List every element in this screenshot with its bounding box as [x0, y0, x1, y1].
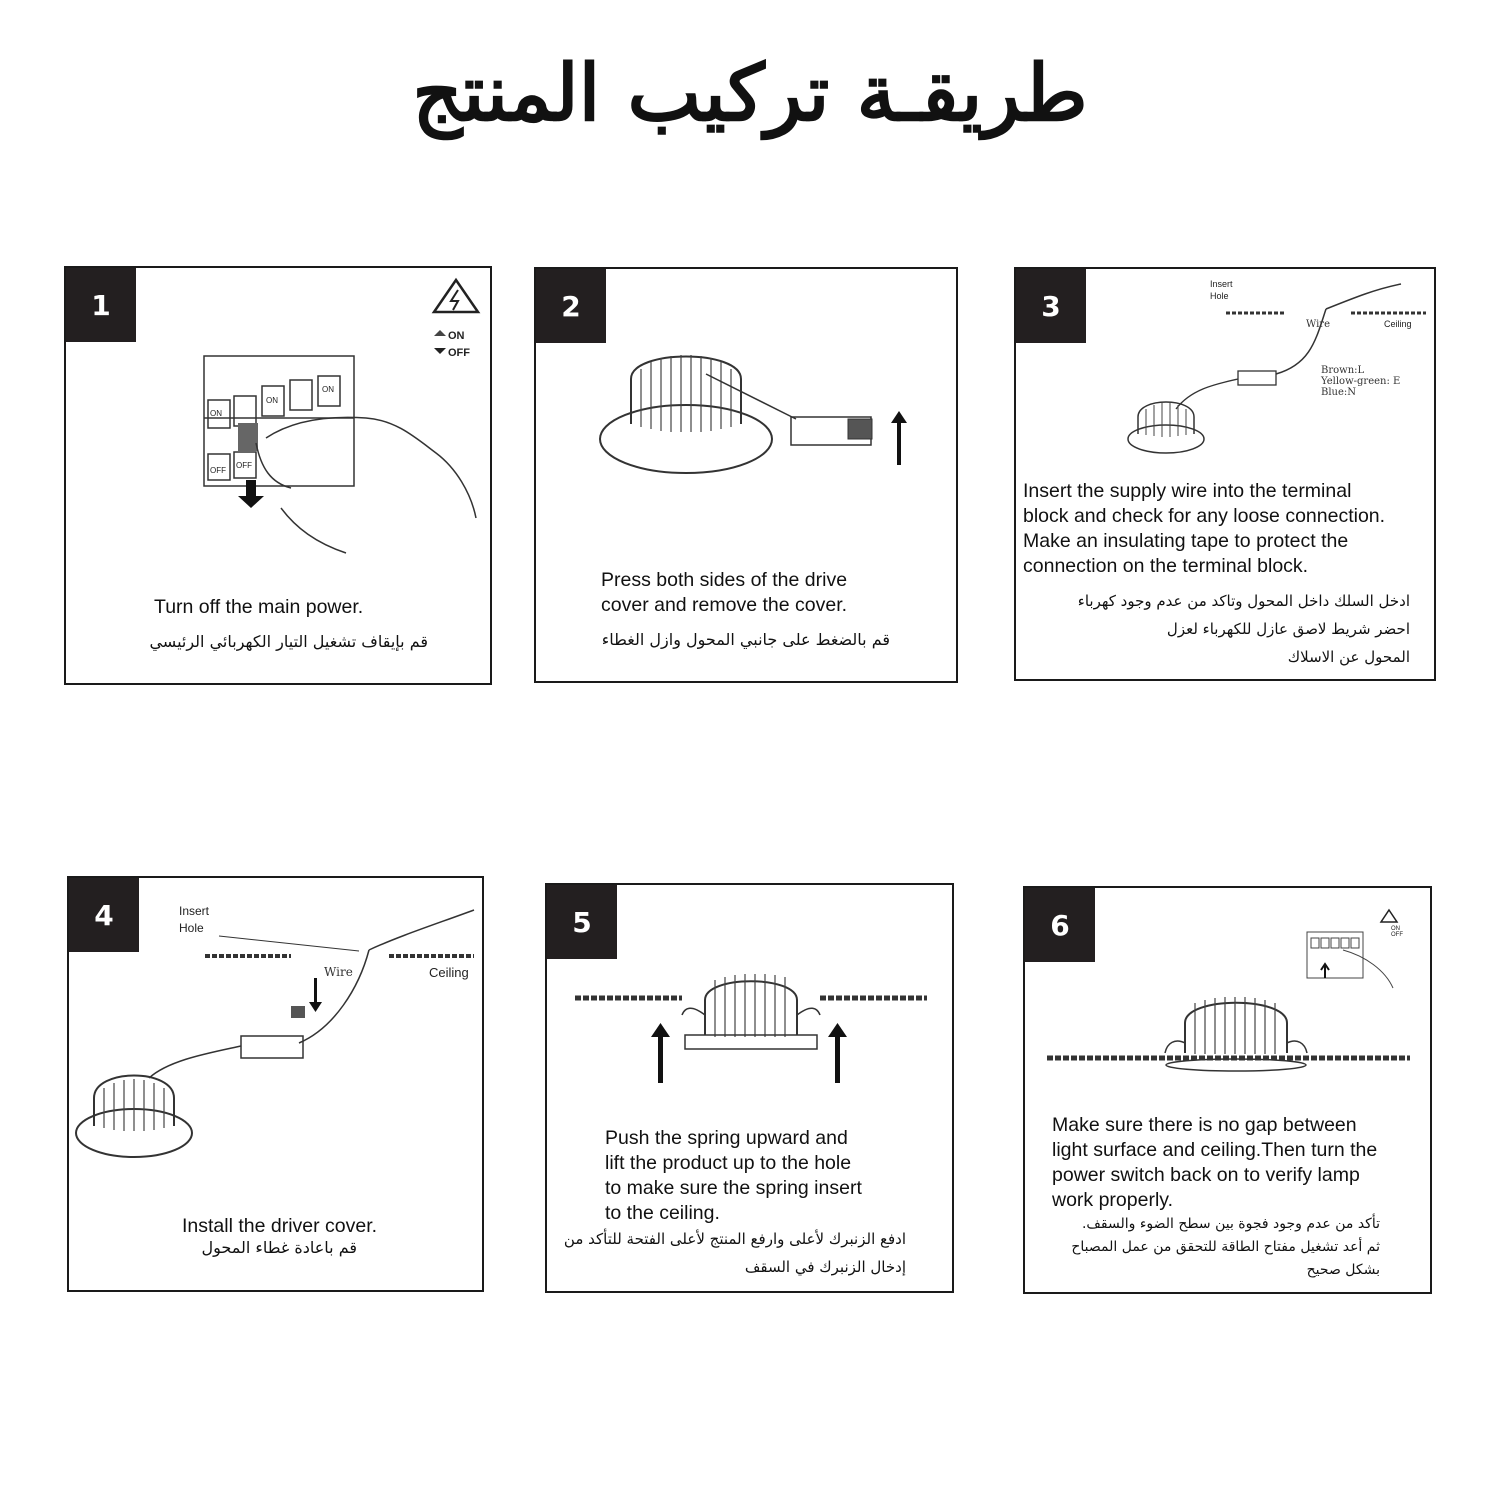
svg-text:ON: ON — [1391, 926, 1400, 932]
hand-drawing — [256, 417, 476, 553]
step-2-en-text: Press both sides of the drive cover and remove the cover. — [601, 569, 848, 616]
svg-text:OFF: OFF — [1391, 932, 1403, 938]
svg-text:ON: ON — [266, 396, 278, 405]
svg-text:Yellow-green: E: Yellow-green: E — [1321, 376, 1401, 387]
svg-text:Insert: Insert — [1210, 279, 1233, 289]
step-2-badge: 2 — [536, 269, 606, 343]
warning-icon — [434, 280, 478, 312]
step-6-badge: 6 — [1025, 888, 1095, 962]
step-6-ar-text: تأكد من عدم وجود فجوة بين سطح الضوء والسقف. ثم أعد تشغيل مفتاح الطاقة للتحقق من عمل المصباح بشكل صحيح — [1071, 1216, 1380, 1278]
step-4-en-text: Install the driver cover. — [182, 1215, 378, 1237]
svg-text:Hole: Hole — [179, 921, 204, 935]
step-3-panel — [1014, 267, 1436, 681]
step-1-badge: 1 — [66, 268, 136, 342]
step-1-en-text: Turn off the main power. — [154, 596, 364, 618]
down-arrow-icon — [238, 480, 264, 508]
step-4-panel — [67, 876, 484, 1292]
step-1-panel — [64, 266, 492, 685]
step-6-panel — [1023, 886, 1432, 1294]
svg-text:Ceiling: Ceiling — [429, 965, 469, 980]
step-3-badge: 3 — [1016, 269, 1086, 343]
step-1-ar-text: قم بإيقاف تشغيل التيار الكهربائي الرئيسي — [149, 632, 428, 651]
down-arrow-icon — [309, 978, 322, 1012]
svg-text:Blue:N: Blue:N — [1321, 387, 1357, 398]
up-arrow-icon — [651, 1023, 670, 1083]
step-1-illustration — [66, 268, 494, 687]
svg-text:OFF: OFF — [236, 461, 252, 470]
step-2-illustration — [536, 269, 960, 685]
svg-text:Insert: Insert — [179, 904, 210, 918]
step-5-ar-text: ادفع الزنبرك لأعلى وارفع المنتج لأعلى الفتحة للتأكد من إدخال الزنبرك في السقف — [563, 1230, 906, 1276]
page-title: طريقـة تركيب المنتج — [412, 48, 1088, 139]
step-6-en-text: Make sure there is no gap between light surface and ceiling.Then turn the power switch back on to verify lamp work properly. — [1052, 1114, 1378, 1211]
svg-text:Ceiling: Ceiling — [1384, 319, 1412, 329]
svg-text:Brown:L: Brown:L — [1321, 365, 1365, 376]
step-3-ar-text: ادخل السلك داخل المحول وتاكد من عدم وجود كهرباء احضر شريط لاصق عازل للكهرباء لعزل المحول عن الاسلاك — [1077, 592, 1410, 666]
svg-text:ON: ON — [448, 330, 465, 342]
step-2-panel — [534, 267, 958, 683]
svg-text:Wire: Wire — [324, 965, 353, 979]
svg-text:OFF: OFF — [448, 347, 470, 359]
breaker-panel — [204, 356, 354, 486]
svg-text:ON: ON — [210, 409, 222, 418]
up-arrow-icon — [891, 411, 907, 465]
step-3-en-text: Insert the supply wire into the terminal block and check for any loose connection. Make an insulating tape to protect the connection on the terminal block. — [1023, 480, 1386, 577]
breaker-panel — [1307, 932, 1363, 978]
svg-text:Wire: Wire — [1306, 319, 1330, 330]
svg-text:Hole: Hole — [1210, 291, 1229, 301]
warning-icon — [1381, 910, 1397, 922]
step-4-ar-text: قم باعادة غطاء المحول — [201, 1238, 357, 1257]
step-5-en-text: Push the spring upward and lift the product up to the hole to make sure the spring insert to the ceiling. — [605, 1127, 862, 1224]
svg-text:OFF: OFF — [210, 466, 226, 475]
step-5-badge: 5 — [547, 885, 617, 959]
step-5-panel — [545, 883, 954, 1293]
step-2-ar-text: قم بالضغط على جانبي المحول وازل الغطاء — [601, 630, 890, 649]
up-arrow-icon — [828, 1023, 847, 1083]
svg-text:ON: ON — [322, 385, 334, 394]
step-4-badge: 4 — [69, 878, 139, 952]
